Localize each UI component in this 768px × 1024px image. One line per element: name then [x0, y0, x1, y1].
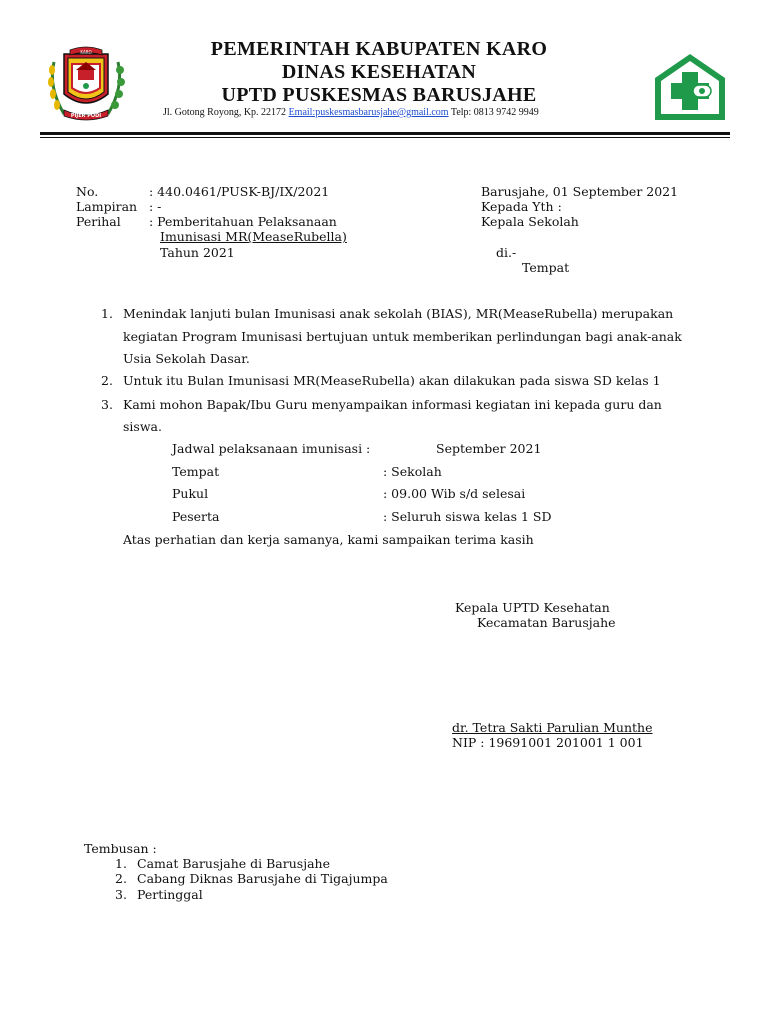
schedule-label: Pukul [172, 486, 209, 501]
schedule-label: Tempat [172, 464, 220, 479]
item-2-number: 2. [101, 373, 113, 388]
letterhead-rule-thin [40, 137, 730, 138]
item-1-line-2: kegiatan Program Imunisasi bertujuan untuk memberikan perlindungan bagi anak-anak [123, 329, 682, 344]
lampiran-label: Lampiran [76, 199, 138, 214]
tembusan-item-number: 2. [115, 871, 127, 886]
no-value: : 440.0461/PUSK-BJ/IX/2021 [149, 184, 330, 199]
schedule-value: : Seluruh siswa kelas 1 SD [383, 509, 552, 524]
tembusan-item-number: 1. [115, 856, 127, 871]
tembusan-item: Camat Barusjahe di Barusjahe [137, 856, 330, 871]
signer-nip: NIP : 19691001 201001 1 001 [452, 735, 644, 750]
signer-title-1: Kepala UPTD Kesehatan [455, 600, 610, 615]
item-3-line-1: Kami mohon Bapak/Ibu Guru menyampaikan informasi kegiatan ini kepada guru dan [123, 397, 662, 412]
schedule-value: : Sekolah [383, 464, 442, 479]
letter-date: Barusjahe, 01 September 2021 [481, 184, 679, 199]
recipient-place: Tempat [522, 260, 570, 275]
signer-title-2: Kecamatan Barusjahe [477, 615, 616, 630]
svg-text:PIJER PODI: PIJER PODI [70, 113, 102, 119]
item-3-number: 3. [101, 397, 113, 412]
recipient-di: di.- [496, 245, 517, 260]
item-1-line-1: Menindak lanjuti bulan Imunisasi anak sekolah (BIAS), MR(MeaseRubella) merupakan [123, 306, 674, 321]
lampiran-value: : - [149, 199, 162, 214]
perihal-value-1: : Pemberitahuan Pelaksanaan [149, 214, 337, 229]
email-link[interactable]: Email:puskesmasbarusjahe@gmail.com [288, 107, 449, 118]
perihal-label: Perihal [76, 214, 121, 229]
schedule-label: Jadwal pelaksanaan imunisasi : [172, 441, 371, 456]
letterhead-address-line [163, 107, 539, 118]
letterhead-rule-thick [40, 132, 730, 135]
recipient-name: Kepala Sekolah [481, 214, 579, 229]
tembusan-label: Tembusan : [84, 841, 157, 856]
letterhead-line-2: DINAS KESEHATAN [281, 61, 477, 83]
address: Jl. Gotong Royong, Kp. 22172 [163, 107, 287, 118]
puskesmas-logo-icon [653, 52, 727, 122]
item-2-text: Untuk itu Bulan Imunisasi MR(MeaseRubella) akan dilakukan pada siswa SD kelas 1 [123, 373, 661, 388]
perihal-value-2: Imunisasi MR(MeaseRubella) [160, 229, 347, 244]
no-label: No. [76, 184, 99, 199]
svg-text:KARO: KARO [80, 49, 92, 55]
schedule-value: September 2021 [436, 441, 542, 456]
letterhead-line-1: PEMERINTAH KABUPATEN KARO [210, 38, 548, 60]
tembusan-item-number: 3. [115, 887, 127, 902]
signer-name: dr. Tetra Sakti Parulian Munthe [452, 720, 653, 735]
closing-sentence: Atas perhatian dan kerja samanya, kami sampaikan terima kasih [123, 532, 534, 547]
tembusan-item: Cabang Diknas Barusjahe di Tigajumpa [137, 871, 388, 886]
item-3-line-2: siswa. [123, 419, 162, 434]
phone: Telp: 0813 9742 9949 [450, 107, 539, 118]
schedule-value: : 09.00 Wib s/d selesai [383, 486, 526, 501]
item-1-number: 1. [101, 306, 113, 321]
perihal-value-3: Tahun 2021 [160, 245, 235, 260]
tembusan-item: Pertinggal [137, 887, 203, 902]
kepada-yth: Kepada Yth : [481, 199, 562, 214]
schedule-label: Peserta [172, 509, 220, 524]
item-1-line-3: Usia Sekolah Dasar. [123, 351, 250, 366]
letterhead-line-3: UPTD PUSKESMAS BARUSJAHE [221, 84, 537, 106]
